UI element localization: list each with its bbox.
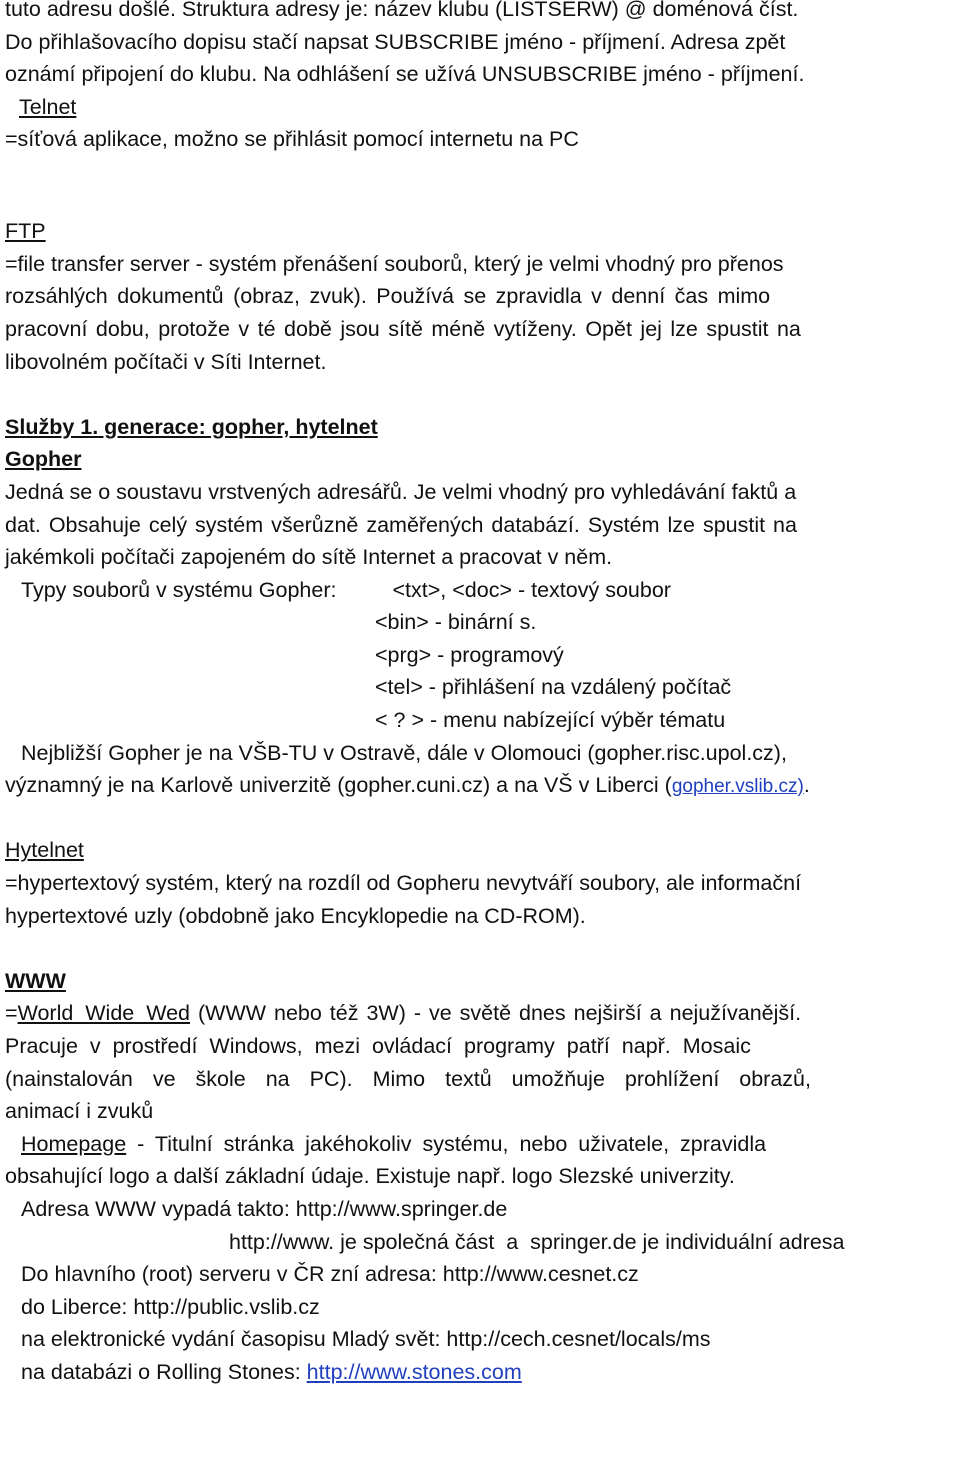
gopher-heading: Gopher — [5, 447, 82, 472]
mlady-svet-line: na elektronické vydání časopisu Mladý svět: http://cech.cesnet/locals/ms — [21, 1327, 711, 1352]
gopher-type-item: <bin> - binární s. — [375, 610, 537, 635]
root-server-line: Do hlavního (root) serveru v ČR zní adresa: http://www.cesnet.cz — [21, 1262, 639, 1287]
gopher-type-item: <txt>, <doc> - textový soubor — [392, 577, 671, 602]
gopher-types-label: Typy souborů v systému Gopher: — [21, 577, 337, 602]
ftp-line — [5, 280, 955, 313]
hytelnet-line: hypertextové uzly (obdobně jako Encyklopedie na CD-ROM). — [5, 903, 586, 928]
www-line: (nainstalován ve škole na PC). Mimo textů umožňuje prohlížení obrazů, — [5, 1066, 811, 1091]
gopher-line: dat. Obsahuje celý systém všerůzně zaměřených databází. Systém lze spustit na — [5, 512, 797, 537]
homepage-text: - Titulní stránka jakéhokoliv systému, nebo uživatele, zpravidla — [126, 1131, 767, 1156]
gopher-line: Jedná se o soustavu vrstvených adresářů. Je velmi vhodný pro vyhledávání faktů a — [5, 479, 797, 504]
gopher-types-row — [5, 574, 955, 607]
world-wide-wed-link[interactable]: World Wide Wed — [17, 1001, 191, 1026]
spacer — [5, 156, 955, 189]
gopher-line: jakémkoli počítači zapojeném do sítě Internet a pracovat v něm. — [5, 545, 613, 570]
gopher-nearest-text: . — [803, 773, 810, 798]
ftp-heading: FTP — [5, 219, 46, 244]
hytelnet-line: =hypertextový systém, který na rozdíl od Gopheru nevytváří soubory, ale informační — [5, 871, 802, 896]
telnet-text: =síťová aplikace, možno se přihlásit pomocí internetu na PC — [5, 127, 579, 152]
gopher-type-item: <tel> - přihlášení na vzdálený počítač — [375, 675, 732, 700]
hytelnet-heading: Hytelnet — [5, 838, 84, 863]
address-line: http://www. je společná část a springer.de je individuální adresa — [229, 1229, 845, 1254]
stones-link[interactable]: http://www.stones.com — [306, 1359, 522, 1384]
www-line — [5, 997, 955, 1030]
homepage-line — [5, 1128, 955, 1161]
www-line: animací i zvuků — [5, 1099, 154, 1124]
ftp-heading-row — [5, 215, 955, 248]
ftp-line — [5, 313, 955, 346]
ftp-line: libovolném počítači v Síti Internet. — [5, 349, 327, 374]
stones-text: na databázi o Rolling Stones: — [21, 1359, 307, 1384]
telnet-heading: Telnet — [19, 94, 77, 119]
stones-line — [5, 1356, 955, 1389]
www-text: = — [5, 1001, 18, 1026]
address-line: Adresa WWW vypadá takto: http://www.springer.de — [21, 1196, 508, 1221]
gopher-type-item: < ? > - menu nabízející výběr tématu — [375, 708, 726, 733]
gopher-nearest-line — [5, 769, 955, 802]
telnet-heading-row — [5, 91, 955, 124]
homepage-link[interactable]: Homepage — [21, 1131, 127, 1156]
spacer — [5, 802, 955, 835]
liberec-line: do Liberce: http://public.vslib.cz — [21, 1294, 320, 1319]
gopher-type-item: <prg> - programový — [375, 642, 564, 667]
gopher-nearest-text: významný je na Karlově univerzitě (gopher.cuni.cz) a na VŠ v Liberci ( — [5, 773, 672, 798]
intro-line: oznámí připojení do klubu. Na odhlášení se užívá UNSUBSCRIBE jméno - příjmení. — [5, 62, 805, 87]
homepage-line: obsahující logo a další základní údaje. Existuje např. logo Slezské univerzity. — [5, 1164, 735, 1189]
intro-line: tuto adresu došlé. Struktura adresy je: název klubu (LISTSERW) @ doménová číst. — [5, 0, 799, 21]
spacer — [5, 932, 955, 965]
gopher-vslib-link[interactable]: gopher.vslib.cz) — [671, 776, 804, 798]
spacer — [5, 378, 955, 411]
document-page — [5, 0, 955, 1389]
www-line: Pracuje v prostředí Windows, mezi ovládací programy patří např. Mosaic — [5, 1034, 751, 1058]
www-heading: WWW — [5, 968, 66, 993]
intro-line: Do přihlašovacího dopisu stačí napsat SUBSCRIBE jméno - příjmení. Adresa zpět — [5, 29, 786, 54]
gopher-nearest-line: Nejbližší Gopher je na VŠB-TU v Ostravě, dále v Olomouci (gopher.risc.upol.cz), — [21, 740, 787, 765]
ftp-text: =file transfer server - systém přenášení souborů, který je velmi vhodný pro přenos — [5, 251, 784, 276]
www-text: (WWW nebo též 3W) - ve světě dnes nejširší a nejužívanější. — [190, 1001, 802, 1026]
ftp-line — [5, 248, 955, 281]
ftp-text: rozsáhlých dokumentů (obraz, zvuk). Používá se zpravidla v denní čas mimo — [5, 284, 771, 309]
services-heading: Služby 1. generace: gopher, hytelnet — [5, 414, 378, 439]
ftp-text: pracovní dobu, protože v té době jsou sítě méně vytíženy. Opět jej lze spustit na — [5, 316, 801, 341]
